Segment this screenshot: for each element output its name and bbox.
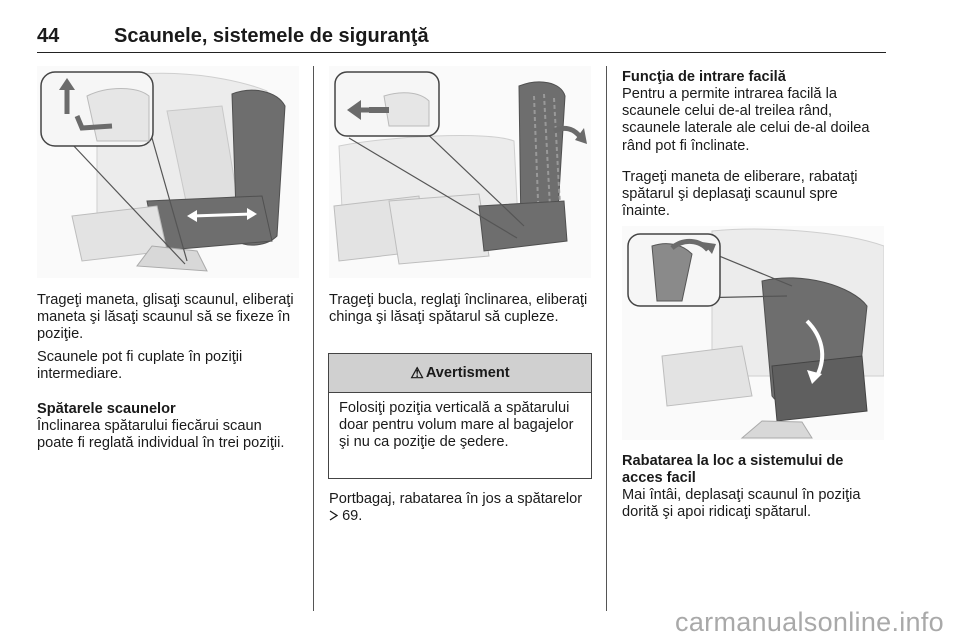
column-divider <box>313 66 314 611</box>
warning-header <box>329 354 591 393</box>
seat-slide-illustration <box>37 66 299 278</box>
cross-reference-page-link[interactable]: 69. <box>342 508 363 525</box>
section-title: Scaunele, sistemele de siguranţă <box>114 25 429 47</box>
cross-reference-text: Portbagaj, rabatarea în jos a spătarelor <box>329 491 583 507</box>
restore-easy-entry-heading: Rabatarea la loc a sistemului de acces facil <box>622 453 844 487</box>
backrests-text: Înclinarea spătarului fiecărui scaun poate fi reglată individual în trei poziţii. <box>37 418 285 452</box>
warning-triangle-icon: ⚠ <box>410 365 424 382</box>
warning-title: Avertisment <box>425 365 510 381</box>
restore-easy-entry-text: Mai întâi, deplasaţi scaunul în poziţia dorită şi apoi ridicaţi spătarul. <box>622 487 861 521</box>
watermark: carmanualsonline.info <box>675 607 944 637</box>
recline-instruction: Trageţi bucla, reglaţi înclinarea, eliberaţi chinga şi lăsaţi spătarul să cupleze. <box>329 292 588 326</box>
warning-text: Folosiţi poziţia verticală a spătarului doar pentru volum mare al bagajelor şi nu ca poziţie de şedere. <box>339 400 574 451</box>
warning-box <box>328 353 592 479</box>
easy-entry-illustration <box>622 226 884 440</box>
cross-reference <box>329 491 591 525</box>
backrests-heading: Spătarele scaunelor <box>37 401 176 417</box>
column-divider <box>606 66 607 611</box>
easy-entry-description: Pentru a permite intrarea facilă la scaunele celui de-al treilea rând, scaunele laterale ale celui de-al doilea rând pot fi înclinate. <box>622 86 870 154</box>
backrest-recline-illustration <box>329 66 591 278</box>
easy-entry-heading: Funcţia de intrare facilă <box>622 69 786 85</box>
page-ref-arrow-icon <box>329 510 338 521</box>
page-number: 44 <box>37 25 60 47</box>
page-header <box>37 22 886 53</box>
easy-entry-instruction: Trageţi maneta de eliberare, rabataţi spătarul şi deplasaţi scaunul spre înainte. <box>622 169 858 220</box>
intermediate-positions-note: Scaunele pot fi cuplate în poziţii intermediare. <box>37 349 243 383</box>
slide-instruction: Trageţi maneta, glisaţi scaunul, eliberaţi maneta şi lăsaţi scaunul să se fixeze în poziţie. <box>37 292 294 343</box>
